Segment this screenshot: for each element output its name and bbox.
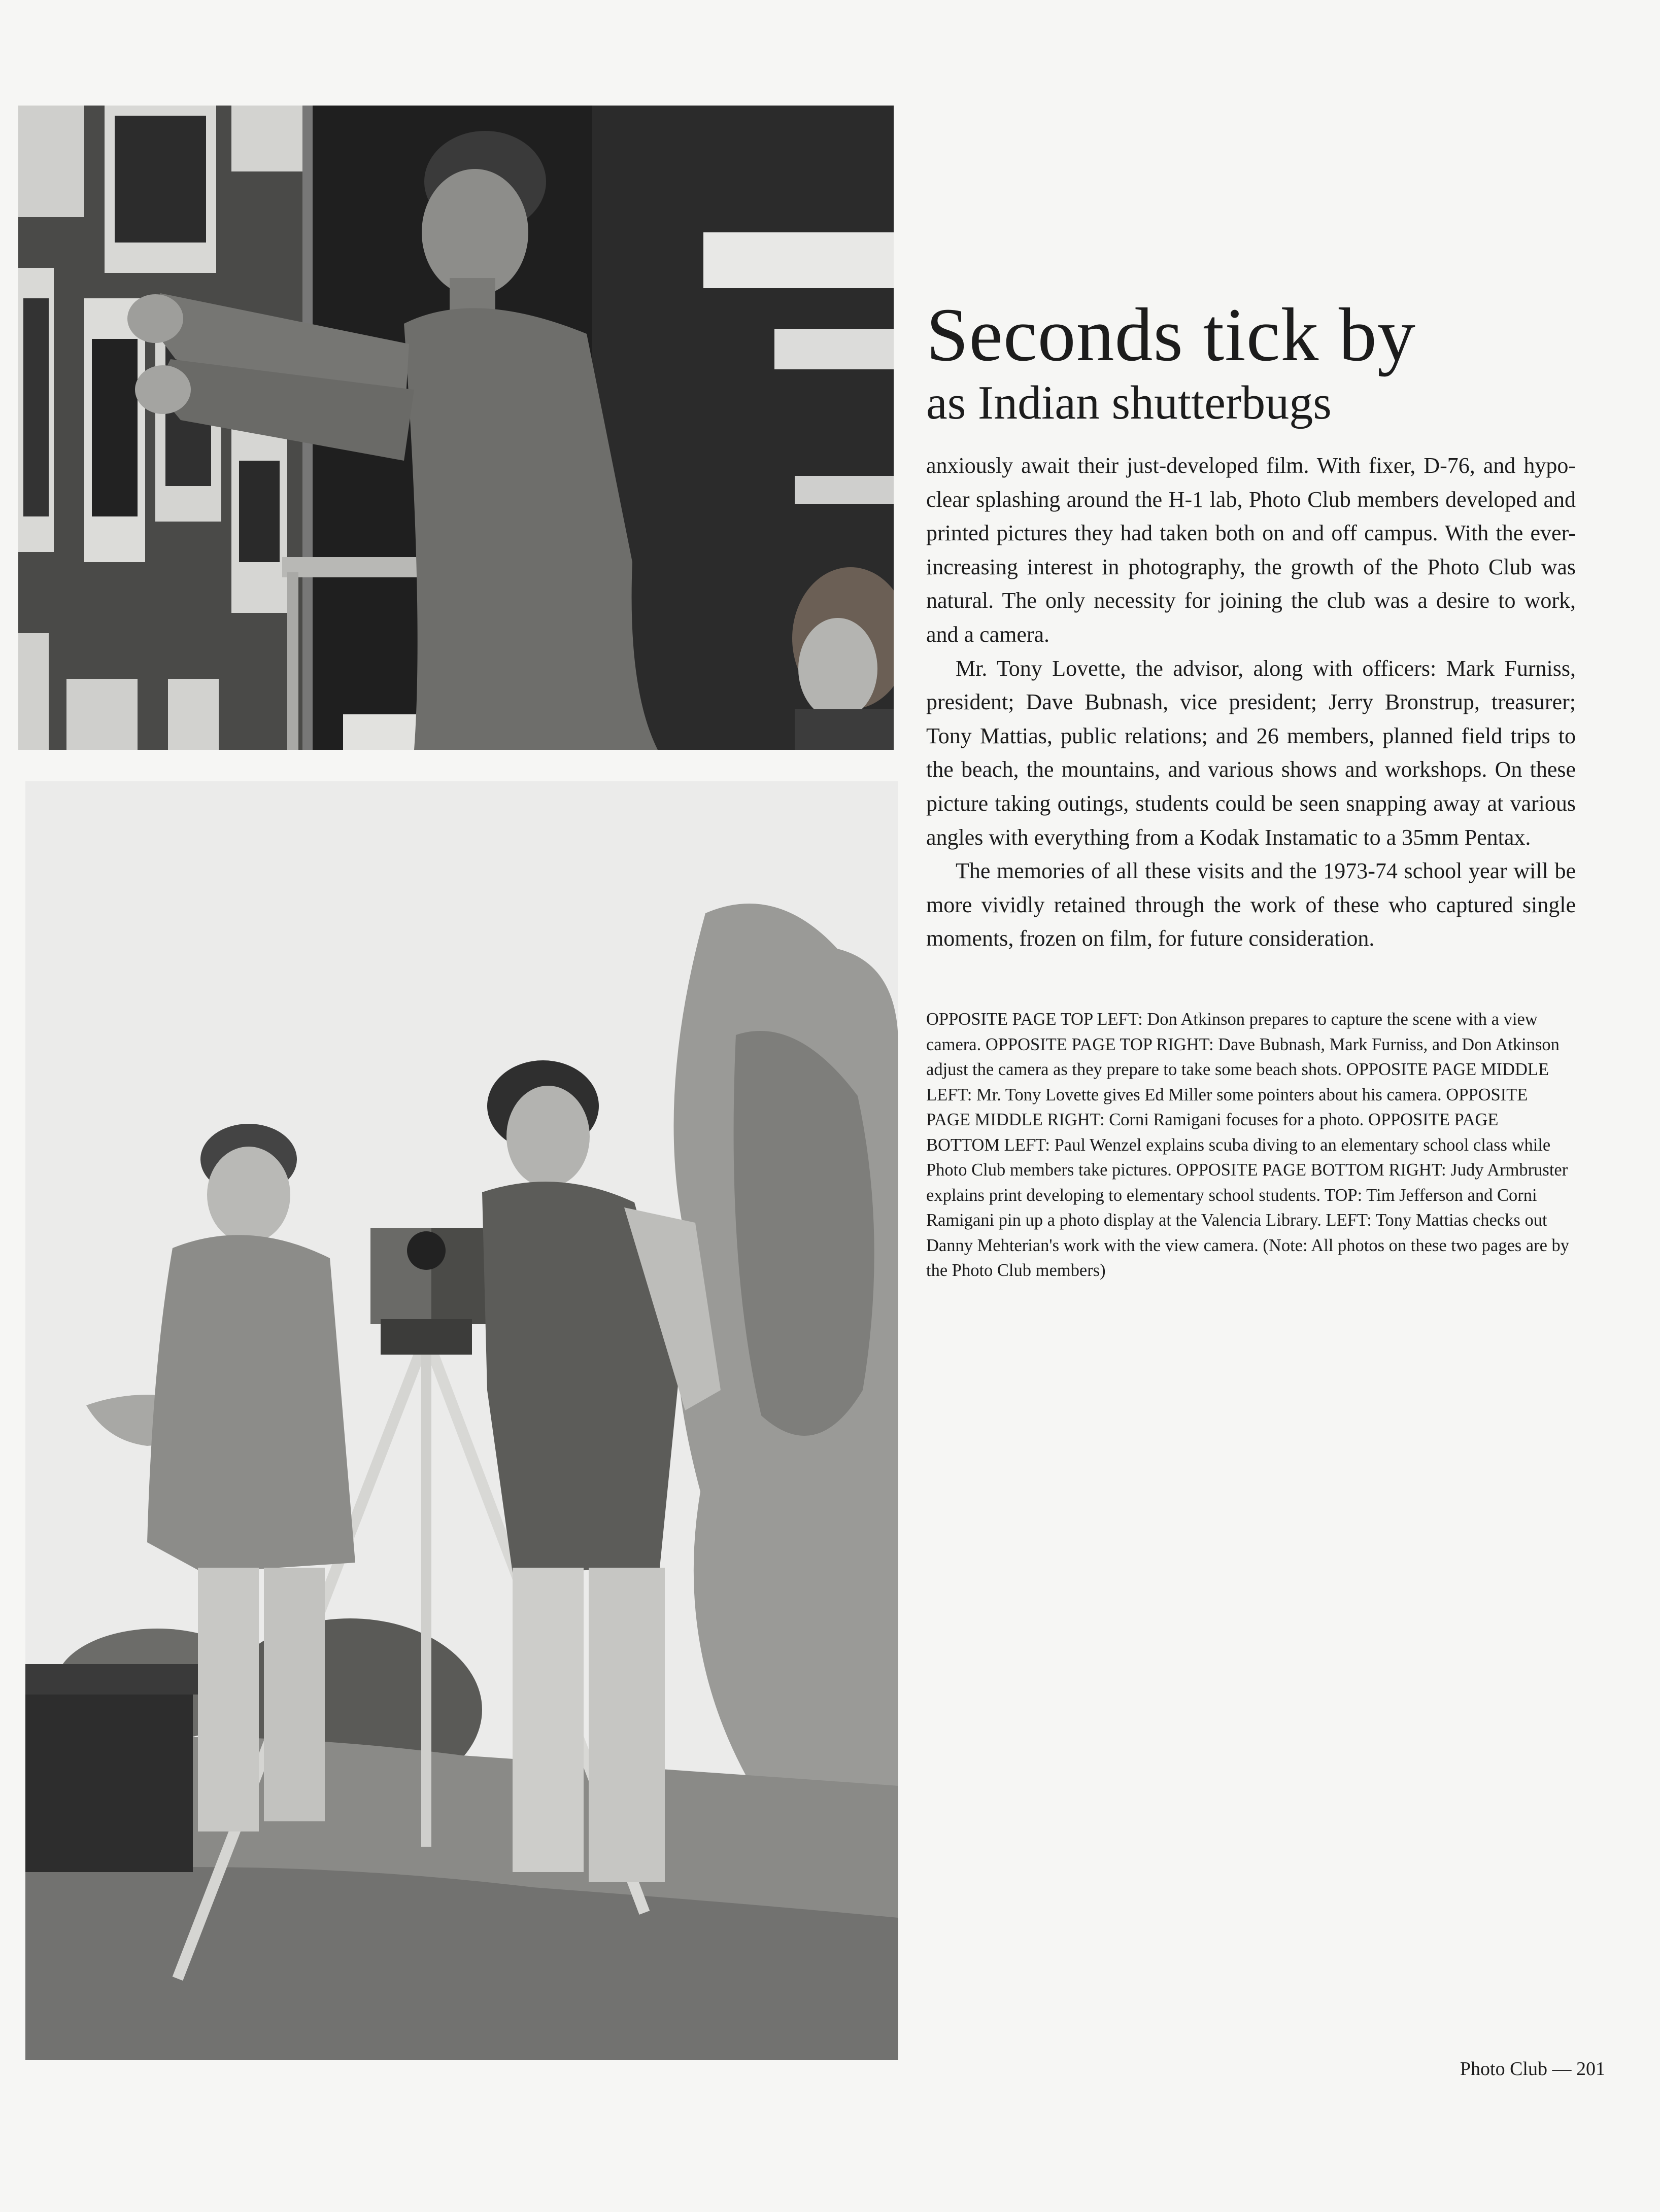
headline-main: Seconds tick by	[926, 293, 1416, 377]
page-folio: Photo Club — 201	[1460, 2058, 1605, 2080]
photo-display-pinning	[18, 106, 894, 750]
article-body	[926, 449, 1576, 956]
article-paragraph: The memories of all these visits and the 1973-74 school year will be more vividly retained through the work of these who captured single moments, frozen on film, for future consideration.	[926, 858, 1576, 951]
article-paragraph: Mr. Tony Lovette, the advisor, along with officers: Mark Furniss, president; Dave Bubnash, vice president; Jerry Bronstrup, treasurer; Tony Mattias, public relations; and 26 members, planned field trips to the beach, the mountains, and various shows and workshops. On these picture taking outings, students could be seen snapping away at various angles with everything from a Kodak Instamatic to a 35mm Pentax.	[926, 655, 1576, 850]
headline	[926, 292, 1586, 431]
headline-sub: as Indian shutterbugs	[926, 376, 1332, 429]
article-paragraph: anxiously await their just-developed film. With fixer, D-76, and hypo-clear splashing around the H-1 lab, Photo Club members developed and printed pictures they had taken both on and off campus. With the ever-increasing interest in photography, the growth of the Photo Club was natural. The only necessity for joining the club was a desire to work, and a camera.	[926, 453, 1576, 647]
photo-captions: OPPOSITE PAGE TOP LEFT: Don Atkinson prepares to capture the scene with a view camera. OPPOSITE PAGE TOP RIGHT: Dave Bubnash, Mark Furniss, and Don Atkinson adjust the camera as they prepare to take some beach shots. OPPOSITE PAGE MIDDLE LEFT: Mr. Tony Lovette gives Ed Miller some pointers about his camera. OPPOSITE PAGE MIDDLE RIGHT: Corni Ramigani focuses for a photo. OPPOSITE PAGE BOTTOM LEFT: Paul Wenzel explains scuba diving to an elementary school class while Photo Club members take pictures. OPPOSITE PAGE BOTTOM RIGHT: Judy Armbruster explains print developing to elementary school students. TOP: Tim Jefferson and Corni Ramigani pin up a photo display at the Valencia Library. LEFT: Tony Mattias checks out Danny Mehterian's work with the view camera. (Note: All photos on these two pages are by the Photo Club members)	[926, 1010, 1570, 1280]
photo-view-camera-outdoors	[25, 781, 898, 2060]
